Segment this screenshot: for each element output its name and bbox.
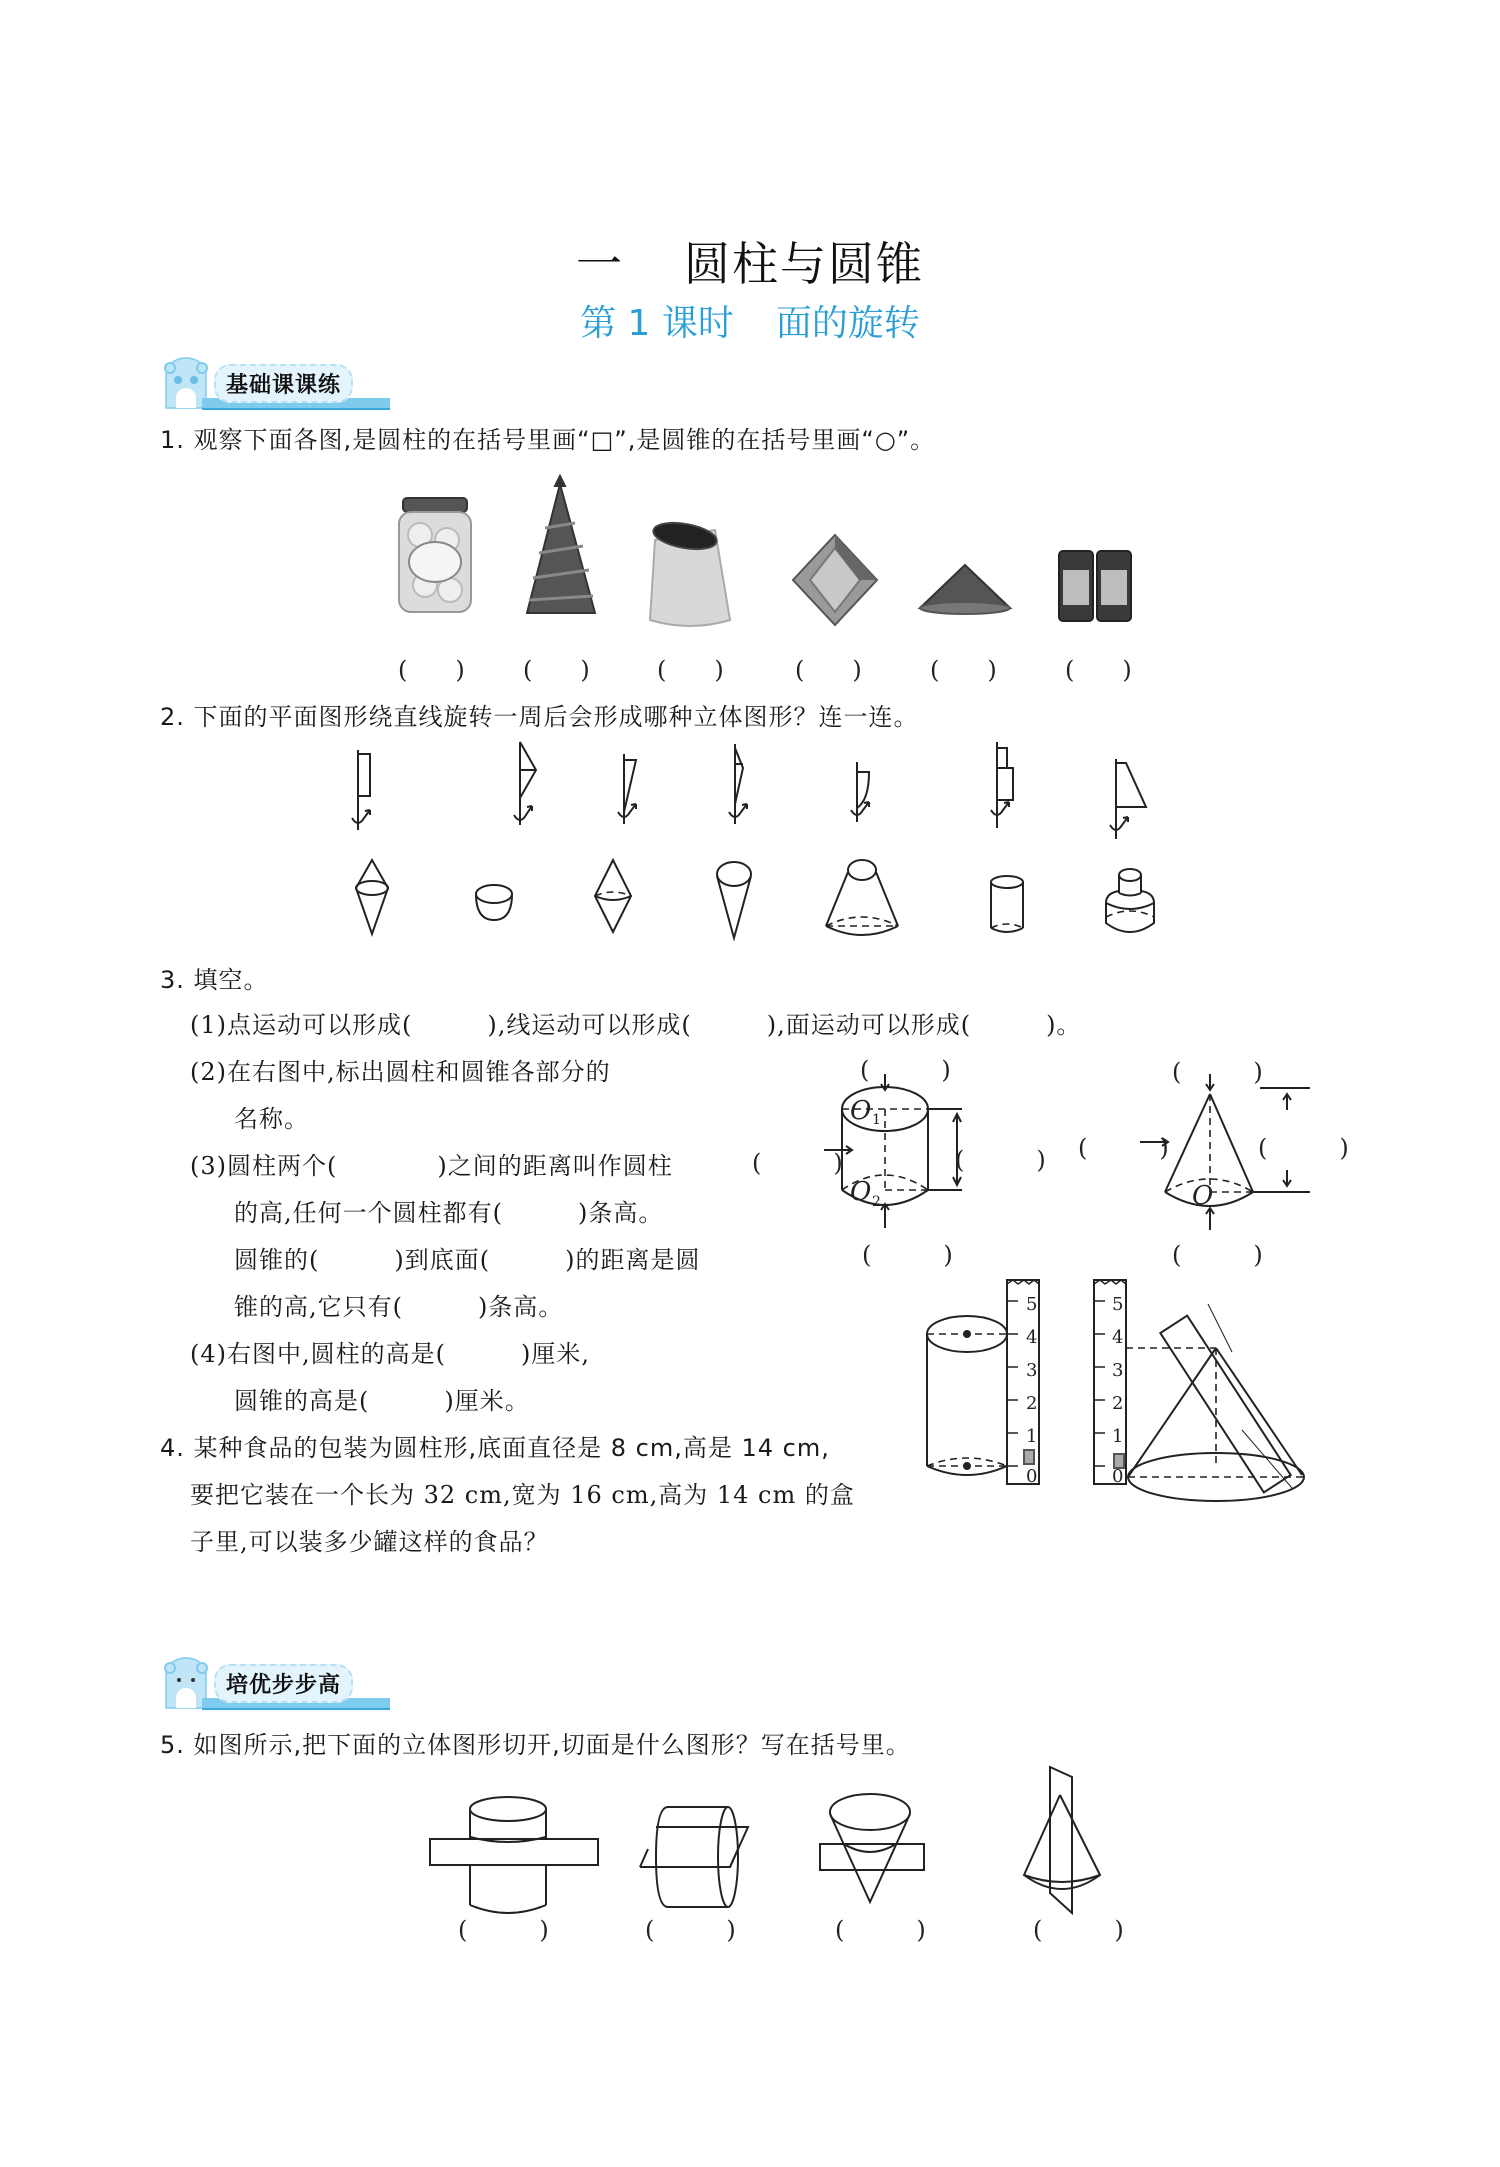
question-3-part-4b: 圆锥的高是( )厘米。 <box>234 1387 530 1415</box>
question-4-line-1: 4. 某种食品的包装为圆柱形,底面直径是 8 cm,高是 14 cm, <box>160 1434 830 1462</box>
svg-text:1: 1 <box>1112 1426 1124 1447</box>
question-4-line-2: 要把它装在一个长为 32 cm,宽为 16 cm,高为 14 cm 的盒 <box>190 1481 855 1509</box>
section-label: 基础课课练 <box>214 364 353 403</box>
chapter-number: 一 <box>576 237 624 291</box>
answer-blank-4[interactable]: ( ) <box>795 656 862 684</box>
q5-answer-blank-4[interactable]: ( ) <box>1033 1916 1124 1944</box>
plane-shape-narrow-triangle[interactable] <box>729 742 779 832</box>
q5-answer-blank-2[interactable]: ( ) <box>645 1916 736 1944</box>
cone-apex-label-blank[interactable]: ( ) <box>1172 1058 1263 1086</box>
cylinder-with-ruler-diagram <box>922 1270 1062 1500</box>
section-badge-basic <box>162 360 402 410</box>
straw-hat-image-icon <box>915 560 1015 620</box>
question-3-part-1: (1)点运动可以形成( ),线运动可以形成( ),面运动可以形成( )。 <box>190 1011 1082 1039</box>
svg-text:2: 2 <box>1026 1393 1038 1414</box>
svg-text:4: 4 <box>1112 1327 1124 1348</box>
solid-inverted-cone[interactable] <box>714 860 764 940</box>
solid-hemisphere[interactable] <box>470 882 520 927</box>
question-3-part-4a: (4)右图中,圆柱的高是( )厘米, <box>190 1340 590 1368</box>
section-label: 培优步步高 <box>214 1664 353 1703</box>
diamond-prism-image-icon <box>785 530 885 630</box>
svg-text:2: 2 <box>1112 1393 1124 1414</box>
svg-text:5: 5 <box>1112 1294 1124 1315</box>
svg-text:0: 0 <box>1026 1466 1038 1487</box>
cone-height-label-blank[interactable]: ( ) <box>1258 1134 1349 1162</box>
question-3-title: 3. 填空。 <box>160 966 269 994</box>
answer-blank-3[interactable]: ( ) <box>657 656 724 684</box>
cone-diagram <box>1150 1080 1330 1230</box>
svg-text:1: 1 <box>1026 1426 1038 1447</box>
chapter-name: 圆柱与圆锥 <box>684 237 924 291</box>
question-3-part-3c: 圆锥的( )到底面( )的距离是圆 <box>234 1246 701 1274</box>
question-4-line-3: 子里,可以装多少罐这样的食品？ <box>190 1528 549 1556</box>
svg-text:1: 1 <box>872 1112 881 1128</box>
question-2-text: 2. 下面的平面图形绕直线旋转一周后会形成哪种立体图形？连一连。 <box>160 703 919 731</box>
q5-answer-blank-3[interactable]: ( ) <box>835 1916 926 1944</box>
plane-shape-quarter-circle[interactable] <box>851 760 901 830</box>
cylinder-diagram <box>840 1080 1000 1230</box>
slanted-cup-image-icon <box>645 520 735 630</box>
answer-blank-1[interactable]: ( ) <box>398 656 465 684</box>
solid-double-cone[interactable] <box>593 858 643 938</box>
svg-text:O: O <box>850 1177 872 1207</box>
cylinder-top-label-blank[interactable]: ( ) <box>860 1056 951 1084</box>
lesson-label: 第 1 课时 <box>580 303 734 344</box>
plane-shape-rectangle[interactable] <box>350 748 400 838</box>
plane-shape-right-triangle[interactable] <box>618 752 668 832</box>
svg-text:4: 4 <box>1026 1327 1038 1348</box>
lesson-name: 面的旋转 <box>775 303 920 344</box>
question-3-part-3b: 的高,任何一个圆柱都有( )条高。 <box>234 1199 664 1227</box>
solid-cylinder[interactable] <box>983 872 1033 937</box>
svg-text:0: 0 <box>1112 1466 1124 1487</box>
jar-image-icon <box>395 490 475 620</box>
svg-text:2: 2 <box>872 1194 881 1210</box>
question-3-part-2a: (2)在右图中,标出圆柱和圆锥各部分的 <box>190 1058 611 1086</box>
chapter-title <box>0 228 1500 294</box>
svg-text:3: 3 <box>1026 1360 1038 1381</box>
plane-shape-trapezoid[interactable] <box>1110 757 1180 847</box>
solid-double-cone-short[interactable] <box>352 858 392 938</box>
plane-shape-stacked-rectangles[interactable] <box>991 740 1041 835</box>
question-3-part-3d: 锥的高,它只有( )条高。 <box>234 1293 564 1321</box>
svg-text:5: 5 <box>1026 1294 1038 1315</box>
solid-frustum[interactable] <box>822 856 902 941</box>
cut-cylinder-lengthwise <box>628 1805 758 1905</box>
answer-blank-6[interactable]: ( ) <box>1065 656 1132 684</box>
question-1-text: 1. 观察下面各图,是圆柱的在括号里画“□”,是圆锥的在括号里画“○”。 <box>160 426 936 454</box>
cone-side-label-blank[interactable]: ( ) <box>1078 1134 1169 1162</box>
svg-text:O: O <box>850 1096 872 1126</box>
christmas-tree-image-icon <box>515 468 605 618</box>
cone-with-rulers-diagram <box>1092 1270 1352 1500</box>
cut-cylinder-horizontal <box>418 1795 598 1915</box>
cut-cone-vertical <box>1020 1765 1110 1915</box>
cylinder-height-label-blank[interactable]: ( ) <box>955 1146 1046 1174</box>
section-badge-advanced <box>162 1660 402 1710</box>
cut-cone-horizontal <box>818 1792 928 1912</box>
question-3-part-2b: 名称。 <box>234 1105 309 1133</box>
plane-shape-triangle[interactable] <box>512 740 562 835</box>
answer-blank-5[interactable]: ( ) <box>930 656 997 684</box>
question-3-part-3a: (3)圆柱两个( )之间的距离叫作圆柱 <box>190 1152 673 1180</box>
cone-base-label-blank[interactable]: ( ) <box>1172 1241 1263 1269</box>
solid-stacked-cylinders[interactable] <box>1100 865 1160 940</box>
q5-answer-blank-1[interactable]: ( ) <box>458 1916 549 1944</box>
tea-cans-image-icon <box>1055 545 1135 625</box>
cylinder-bottom-label-blank[interactable]: ( ) <box>862 1241 953 1269</box>
question-5-text: 5. 如图所示,把下面的立体图形切开,切面是什么图形？写在括号里。 <box>160 1731 911 1759</box>
svg-text:O: O <box>1192 1181 1214 1211</box>
cylinder-side-label-blank[interactable]: ( ) <box>752 1149 843 1177</box>
lesson-title <box>0 295 1500 346</box>
svg-text:3: 3 <box>1112 1360 1124 1381</box>
answer-blank-2[interactable]: ( ) <box>523 656 590 684</box>
